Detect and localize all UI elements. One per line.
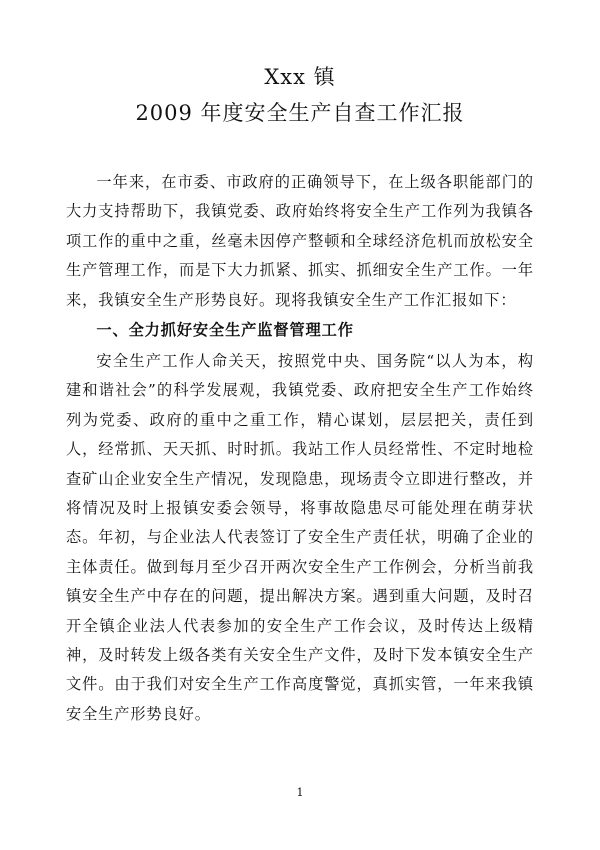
section-paragraph: 安全生产工作人命关天，按照党中央、国务院“以人为本，构建和谐社会”的科学发展观，我镇党委、政府把安全生产工作始终列为党委、政府的重中之重工作，精心谋划，层层把关，责任到人，经常抓、天天抓、时时抓。我站工作人员经常性、不定时地检查矿山企业安全生产情况，发现隐患，现场责令立即进行整改，并将情况及时上报镇安委会领导，将事故隐患尽可能处理在萌芽状态。年初，与企业法人代表签订了安全生产责任状，明确了企业的主体责任。做到每月至少召开两次安全生产工作例会，分析当前我镇安全生产中存在的问题，提出解决方案。遇到重大问题，及时召开全镇企业法人代表参加的安全生产工作会议，及时传达上级精神，及时转发上级各类有关安全生产文件，及时下发本镇安全生产文件。由于我们对安全生产工作高度警觉，真抓实管，一年来我镇安全生产形势良好。 [66, 352, 534, 723]
intro-paragraph: 一年来，在市委、市政府的正确领导下，在上级各职能部门的大力支持帮助下，我镇党委、政府始终将安全生产工作列为我镇各项工作的重中之重，丝毫未因停产整顿和全球经济危机而放松安全生产管理工作，而是下大力抓紧、抓实、抓细安全生产工作。一年来，我镇安全生产形势良好。现将我镇安全生产工作汇报如下： [66, 173, 534, 309]
document-title-line1: Xxx 镇 [264, 65, 336, 89]
document-title-line2: 2009 年度安全生产自查工作汇报 [135, 101, 465, 125]
section-heading: 一、全力抓好安全生产监督管理工作 [96, 321, 354, 339]
page-number: 1 [296, 786, 304, 799]
